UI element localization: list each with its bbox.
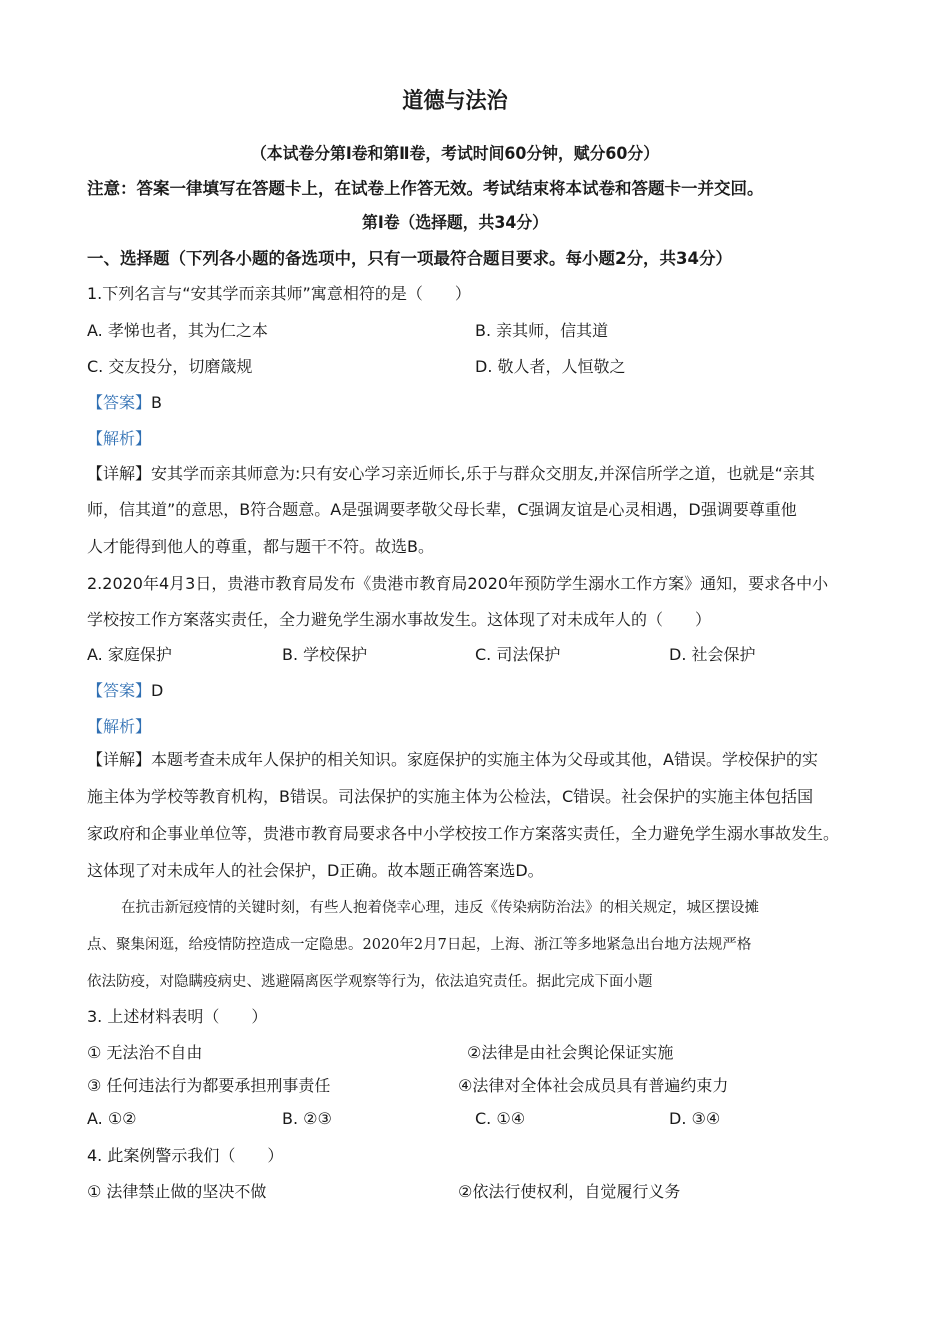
detail-tag: 【详解】	[87, 750, 152, 769]
exam-title: 道德与法治	[402, 89, 508, 114]
detail-text: 本题考查未成年人保护的相关知识。家庭保护的实施主体为父母或其他，A错误。学校保护的实	[151, 750, 818, 769]
q3-statement-4: ④法律对全体社会成员具有普遍约束力	[458, 1076, 729, 1095]
q1-option-a: A. 孝悌也者，其为仁之本	[87, 321, 268, 340]
material-line: 依法防疫，对隐瞒疫病史、逃避隔离医学观察等行为，依法追究责任。据此完成下面小题	[87, 974, 653, 990]
q2-option-d: D. 社会保护	[669, 645, 756, 664]
q1-option-c: C. 交友投分，切磨箴规	[87, 357, 253, 376]
q2-detail-line: 这体现了对未成年人的社会保护，D正确。故本题正确答案选D。	[87, 861, 544, 880]
q4-statement-1: ① 法律禁止做的坚决不做	[87, 1182, 267, 1201]
q3-statement-3: ③ 任何违法行为都要承担刑事责任	[87, 1076, 331, 1095]
q4-stem: 4. 此案例警示我们（ ）	[87, 1146, 284, 1165]
q2-option-c: C. 司法保护	[475, 645, 561, 664]
q3-stem: 3. 上述材料表明（ ）	[87, 1007, 268, 1026]
q1-option-b: B. 亲其师，信其道	[475, 321, 609, 340]
part-heading: 一、选择题（下列各小题的备选项中，只有一项最符合题目要求。每小题2分，共34分）	[87, 249, 732, 268]
q3-option-d: D. ③④	[669, 1109, 721, 1128]
q1-detail-line	[87, 463, 863, 485]
exam-notice: 注意：答案一律填写在答题卡上，在试卷上作答无效。考试结束将本试卷和答题卡一并交回。	[87, 179, 764, 198]
q1-answer	[87, 392, 162, 414]
q3-option-a: A. ①②	[87, 1109, 137, 1128]
q2-option-b: B. 学校保护	[282, 645, 368, 664]
answer-value: D	[151, 681, 164, 700]
material-line: 在抗击新冠疫情的关键时刻，有些人抱着侥幸心理，违反《传染病防治法》的相关规定，城区摆设摊	[121, 900, 759, 916]
answer-value: B	[151, 393, 162, 412]
detail-tag: 【详解】	[87, 464, 152, 483]
q1-analysis-tag: 【解析】	[87, 429, 152, 448]
q4-statement-2: ②依法行使权利，自觉履行义务	[458, 1182, 681, 1201]
q1-detail-line: 人才能得到他人的尊重，都与题干不符。故选B。	[87, 537, 434, 556]
q3-statement-1: ① 无法治不自由	[87, 1043, 203, 1062]
q2-stem-line: 2.2020年4月3日，贵港市教育局发布《贵港市教育局2020年预防学生溺水工作方案》通知，要求各中小	[87, 574, 829, 593]
q2-stem-line: 学校按工作方案落实责任，全力避免学生溺水事故发生。这体现了对未成年人的（ ）	[87, 610, 712, 629]
q2-option-a: A. 家庭保护	[87, 645, 172, 664]
q2-analysis-tag: 【解析】	[87, 717, 152, 736]
section-heading: 第Ⅰ卷（选择题，共34分）	[362, 213, 548, 232]
detail-text: 安其学而亲其师意为:只有安心学习亲近师长,乐于与群众交朋友,并深信所学之道，也就是“亲其	[151, 464, 815, 483]
answer-tag: 【答案】	[87, 681, 152, 700]
answer-tag: 【答案】	[87, 393, 152, 412]
q2-detail-line	[87, 749, 863, 771]
q3-option-c: C. ①④	[475, 1109, 526, 1128]
q3-statement-2: ②法律是由社会舆论保证实施	[467, 1043, 674, 1062]
q1-option-d: D. 敬人者，人恒敬之	[475, 357, 626, 376]
q2-detail-line: 家政府和企事业单位等，贵港市教育局要求各中小学校按工作方案落实责任，全力避免学生溺水事故发生。	[87, 824, 840, 843]
q2-detail-line: 施主体为学校等教育机构，B错误。司法保护的实施主体为公检法，C错误。社会保护的实施主体包括国	[87, 787, 814, 806]
exam-subtitle: （本试卷分第Ⅰ卷和第Ⅱ卷，考试时间60分钟，赋分60分）	[250, 144, 660, 163]
material-line: 点、聚集闲逛，给疫情防控造成一定隐患。2020年2月7日起，上海、浙江等多地紧急出台地方法规严格	[87, 937, 752, 953]
q1-stem: 1.下列名言与“安其学而亲其师”寓意相符的是（ ）	[87, 284, 471, 303]
q2-answer	[87, 680, 163, 702]
q3-option-b: B. ②③	[282, 1109, 332, 1128]
q1-detail-line: 师，信其道”的意思，B符合题意。A是强调要孝敬父母长辈，C强调友谊是心灵相遇，D强调要尊重他	[87, 500, 797, 519]
